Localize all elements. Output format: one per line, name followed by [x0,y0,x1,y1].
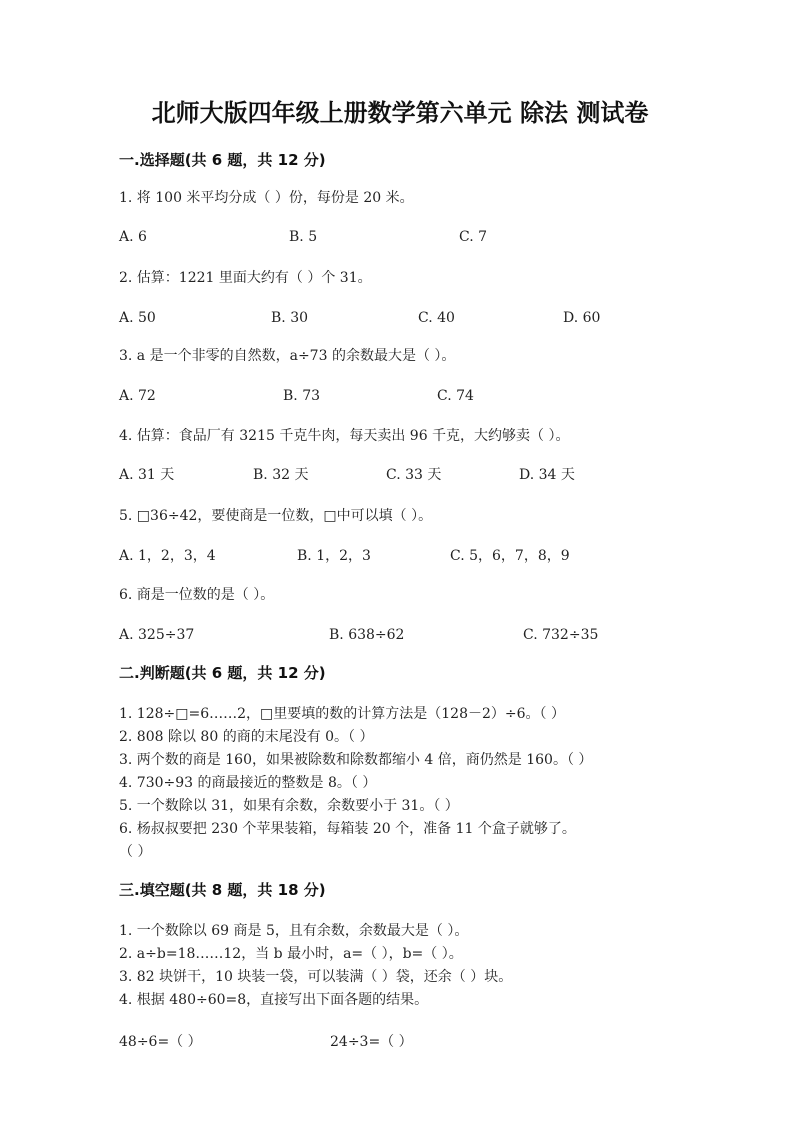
fill-line: 3. 82 块饼干，10 块装一袋，可以装满（ ）袋，还余（ ）块。 [119,969,513,985]
calc-item: 24÷3=（ ） [330,1034,413,1050]
option-c: C. 40 [418,310,455,326]
fill-line: 1. 一个数除以 69 商是 5，且有余数，余数最大是（ ）。 [119,923,469,939]
option-c: C. 74 [437,388,474,404]
question-4: 4. 估算：食品厂有 3215 千克牛肉，每天卖出 96 千克，大约够卖（ ）。 [119,428,570,444]
fill-line: 4. 根据 480÷60=8，直接写出下面各题的结果。 [119,992,429,1008]
question-2: 2. 估算：1221 里面大约有（ ）个 31。 [119,270,372,286]
option-b: B. 1，2，3 [297,548,371,564]
option-a: A. 325÷37 [119,627,195,643]
page-title: 北师大版四年级上册数学第六单元 除法 测试卷 [151,99,649,127]
option-c: C. 5，6，7，8，9 [450,548,570,564]
judgement-line: 5. 一个数除以 31，如果有余数，余数要小于 31。（ ） [119,798,459,814]
judgement-line: 1. 128÷□=6……2，□里要填的数的计算方法是（128－2）÷6。（ ） [119,706,565,722]
judgement-line: 3. 两个数的商是 160，如果被除数和除数都缩小 4 倍，商仍然是 160。（ ） [119,752,593,768]
option-b: B. 73 [283,388,321,404]
section-header-judgement: 二.判断题(共 6 题，共 12 分) [119,664,326,682]
option-a: A. 1，2，3，4 [119,548,216,564]
section-header-choice: 一.选择题(共 6 题，共 12 分) [119,151,326,169]
option-a: A. 72 [119,388,156,404]
option-b: B. 32 天 [253,467,309,483]
judgement-line: 4. 730÷93 的商最接近的整数是 8。（ ） [119,775,377,791]
option-b: B. 30 [271,310,309,326]
question-6: 6. 商是一位数的是（ ）。 [119,587,275,603]
option-a: A. 6 [119,229,147,245]
option-a: A. 31 天 [119,467,175,483]
option-a: A. 50 [119,310,156,326]
option-c: C. 33 天 [386,467,442,483]
option-c: C. 7 [459,229,488,245]
question-5: 5. □36÷42，要使商是一位数，□中可以填（ ）。 [119,508,433,524]
section-header-fill: 三.填空题(共 8 题，共 18 分) [119,881,326,899]
judgement-line: （ ） [119,844,152,860]
option-b: B. 5 [289,229,318,245]
option-d: D. 60 [563,310,601,326]
judgement-line: 6. 杨叔叔要把 230 个苹果装箱，每箱装 20 个，准备 11 个盒子就够了。 [119,821,576,837]
question-3: 3. a 是一个非零的自然数，a÷73 的余数最大是（ ）。 [119,348,456,364]
question-1: 1. 将 100 米平均分成（ ）份，每份是 20 米。 [119,190,414,206]
option-d: D. 34 天 [519,467,575,483]
judgement-line: 2. 808 除以 80 的商的末尾没有 0。（ ） [119,729,374,745]
option-c: C. 732÷35 [523,627,599,643]
fill-line: 2. a÷b=18……12，当 b 最小时，a=（ ），b=（ ）。 [119,946,463,962]
option-b: B. 638÷62 [329,627,405,643]
calc-item: 48÷6=（ ） [119,1034,202,1050]
